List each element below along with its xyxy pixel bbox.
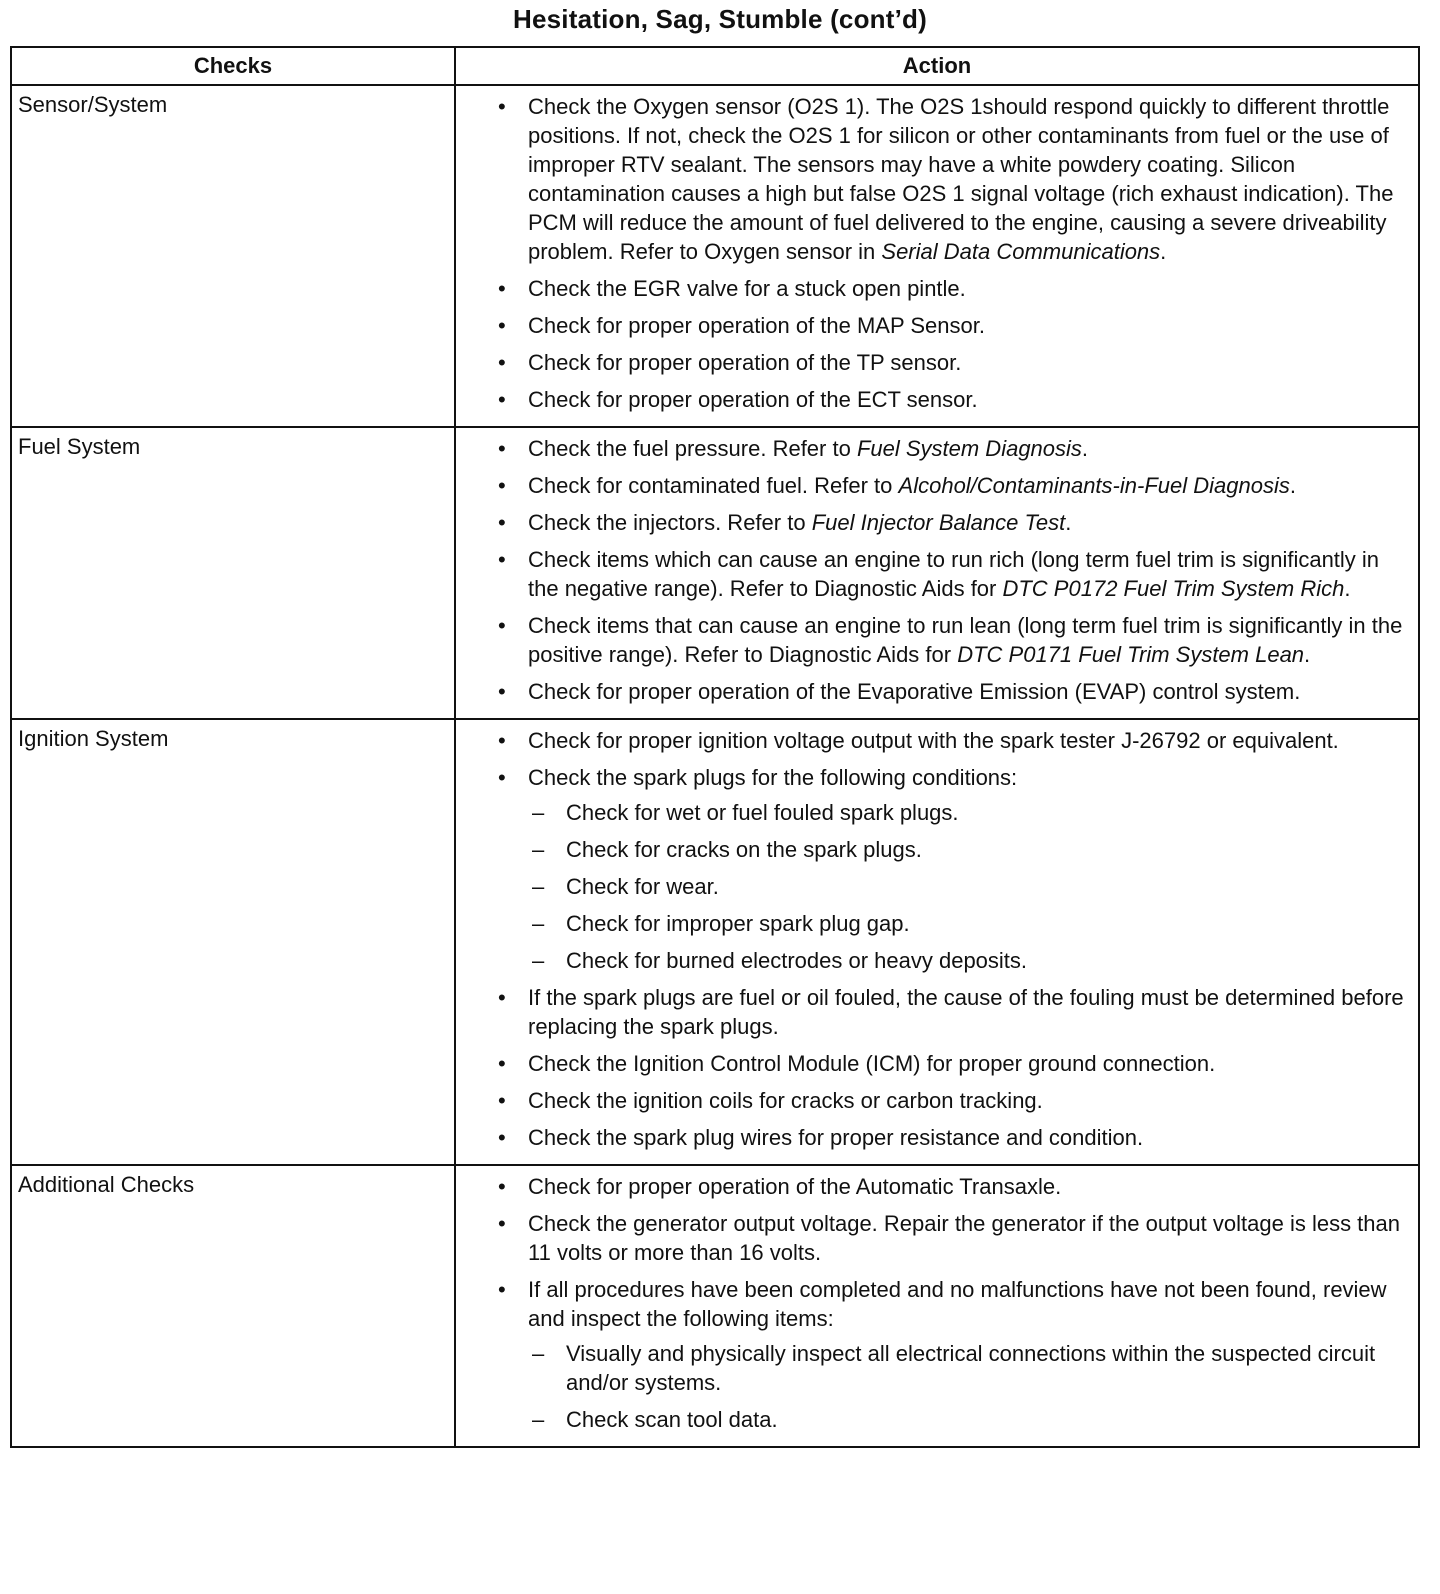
sub-action-list [528,1339,1408,1434]
action-item [494,763,1408,975]
action-item [494,274,1408,303]
bullet-icon: • [498,985,506,1010]
table-row [11,719,1419,1165]
dash-icon: – [532,837,545,862]
dash-icon: – [532,874,545,899]
action-text: Check for proper operation of the TP sensor. [528,350,962,375]
action-cell [455,85,1419,427]
bullet-icon: • [498,765,506,790]
bullet-icon: • [498,1088,506,1113]
header-action: Action [455,47,1419,85]
action-list [494,726,1408,1152]
action-text: Check the spark plugs for the following conditions: [528,765,1018,790]
action-text: Check items that can cause an engine to run lean (long term fuel trim is significantly in the positive range). Refer to Diagnostic Aids for [528,613,1403,667]
action-text: Check for proper operation of the ECT sensor. [528,387,978,412]
action-item [494,385,1408,414]
action-cell [455,1165,1419,1447]
sub-action-text: Visually and physically inspect all electrical connections within the suspected circuit and/or systems. [566,1341,1376,1395]
check-name-cell [11,85,455,427]
table-row [11,85,1419,427]
action-item [494,1086,1408,1115]
action-item [494,92,1408,266]
check-name-cell [11,1165,455,1447]
action-text: Check the Oxygen sensor (O2S 1). The O2S 1should respond quickly to different throttle positions. If not, check the O2S 1 for silicon or other contaminants from fuel or the use of improper RTV sealant. The sensors may have a white powdery coating. Silicon contamination causes a high but false O2S 1 signal voltage (rich exhaust indication). The PCM will reduce the amount of fuel delivered to the engine, causing a severe driveability problem. Refer to Oxygen sensor in [528,94,1394,264]
action-item [494,611,1408,669]
check-name-cell [11,719,455,1165]
page-title: Hesitation, Sag, Stumble (cont’d) [513,4,927,34]
dash-icon: – [532,1341,545,1366]
reference-link-text: DTC P0171 Fuel Trim System Lean [957,642,1305,667]
action-text: Check the ignition coils for cracks or carbon tracking. [528,1088,1043,1113]
action-text: Check the EGR valve for a stuck open pintle. [528,276,966,301]
action-text-end: . [1304,642,1311,667]
header-checks: Checks [11,47,455,85]
sub-action-item [528,872,1408,901]
bullet-icon: • [498,1211,506,1236]
table-row [11,427,1419,719]
action-text: Check the Ignition Control Module (ICM) for proper ground connection. [528,1051,1216,1076]
action-item [494,434,1408,463]
action-text-end: . [1344,576,1351,601]
sub-action-list [528,798,1408,975]
checks-table [10,46,1420,1448]
action-item [494,726,1408,755]
reference-link-text: Serial Data Communications [881,239,1161,264]
action-list [494,434,1408,706]
action-item [494,1049,1408,1078]
action-cell [455,427,1419,719]
table-body [11,85,1419,1447]
sub-action-text: Check scan tool data. [566,1407,778,1432]
sub-action-item [528,1405,1408,1434]
action-text: If the spark plugs are fuel or oil fouled, the cause of the fouling must be determined before replacing the spark plugs. [528,985,1404,1039]
bullet-icon: • [498,679,506,704]
reference-link-text: DTC P0172 Fuel Trim System Rich [1002,576,1345,601]
action-item [494,311,1408,340]
action-text: Check for proper operation of the MAP Sensor. [528,313,985,338]
action-text: Check for proper operation of the Automatic Transaxle. [528,1174,1062,1199]
bullet-icon: • [498,387,506,412]
action-item [494,508,1408,537]
action-cell [455,719,1419,1165]
action-text: Check items which can cause an engine to run rich (long term fuel trim is significantly in the negative range). Refer to Diagnostic Aids for [528,547,1380,601]
sub-action-item [528,835,1408,864]
dash-icon: – [532,1407,545,1432]
bullet-icon: • [498,350,506,375]
table-header-row [11,47,1419,85]
sub-action-text: Check for improper spark plug gap. [566,911,910,936]
action-text: Check for contaminated fuel. Refer to [528,473,899,498]
action-item [494,1275,1408,1434]
action-item [494,1172,1408,1201]
bullet-icon: • [498,613,506,638]
bullet-icon: • [498,1277,506,1302]
sub-action-text: Check for wear. [566,874,719,899]
bullet-icon: • [498,547,506,572]
action-text: Check for proper operation of the Evaporative Emission (EVAP) control system. [528,679,1301,704]
action-text-end: . [1081,436,1089,461]
action-list [494,1172,1408,1434]
sub-action-item [528,798,1408,827]
reference-link-text: Fuel System Diagnosis [856,436,1082,461]
bullet-icon: • [498,1125,506,1150]
action-item [494,348,1408,377]
sub-action-text: Check for burned electrodes or heavy deposits. [566,948,1028,973]
sub-action-item [528,946,1408,975]
sub-action-item [528,909,1408,938]
action-text: If all procedures have been completed and no malfunctions have not been found, review and inspect the following items: [528,1277,1387,1331]
bullet-icon: • [498,436,506,461]
action-item [494,1209,1408,1267]
action-item [494,1123,1408,1152]
reference-link-text: Alcohol/Contaminants-in-Fuel Diagnosis [898,473,1290,498]
action-item [494,983,1408,1041]
action-list [494,92,1408,414]
check-name-label: Ignition System [18,726,169,751]
sub-action-item [528,1339,1408,1397]
dash-icon: – [532,948,545,973]
sub-action-text: Check for wet or fuel fouled spark plugs. [566,800,959,825]
dash-icon: – [532,800,545,825]
check-name-label: Fuel System [18,434,141,459]
bullet-icon: • [498,313,506,338]
action-item [494,471,1408,500]
check-name-label: Sensor/System [18,92,168,117]
table-row [11,1165,1419,1447]
action-text: Check the injectors. Refer to [528,510,812,535]
dash-icon: – [532,911,545,936]
check-name-cell [11,427,455,719]
reference-link-text: Fuel Injector Balance Test [811,510,1066,535]
bullet-icon: • [498,728,506,753]
check-name-label: Additional Checks [18,1172,195,1197]
sub-action-text: Check for cracks on the spark plugs. [566,837,922,862]
action-text-end: . [1065,510,1072,535]
action-text-end: . [1289,473,1296,498]
action-text: Check the fuel pressure. Refer to [528,436,857,461]
bullet-icon: • [498,1174,506,1199]
bullet-icon: • [498,94,506,119]
action-text: Check for proper ignition voltage output with the spark tester J-26792 or equivalent. [528,728,1339,753]
action-item [494,677,1408,706]
bullet-icon: • [498,473,506,498]
action-text: Check the generator output voltage. Repair the generator if the output voltage is less than 11 volts or more than 16 volts. [528,1211,1400,1265]
bullet-icon: • [498,1051,506,1076]
action-text-end: . [1160,239,1167,264]
bullet-icon: • [498,276,506,301]
bullet-icon: • [498,510,506,535]
action-item [494,545,1408,603]
action-text: Check the spark plug wires for proper resistance and condition. [528,1125,1144,1150]
